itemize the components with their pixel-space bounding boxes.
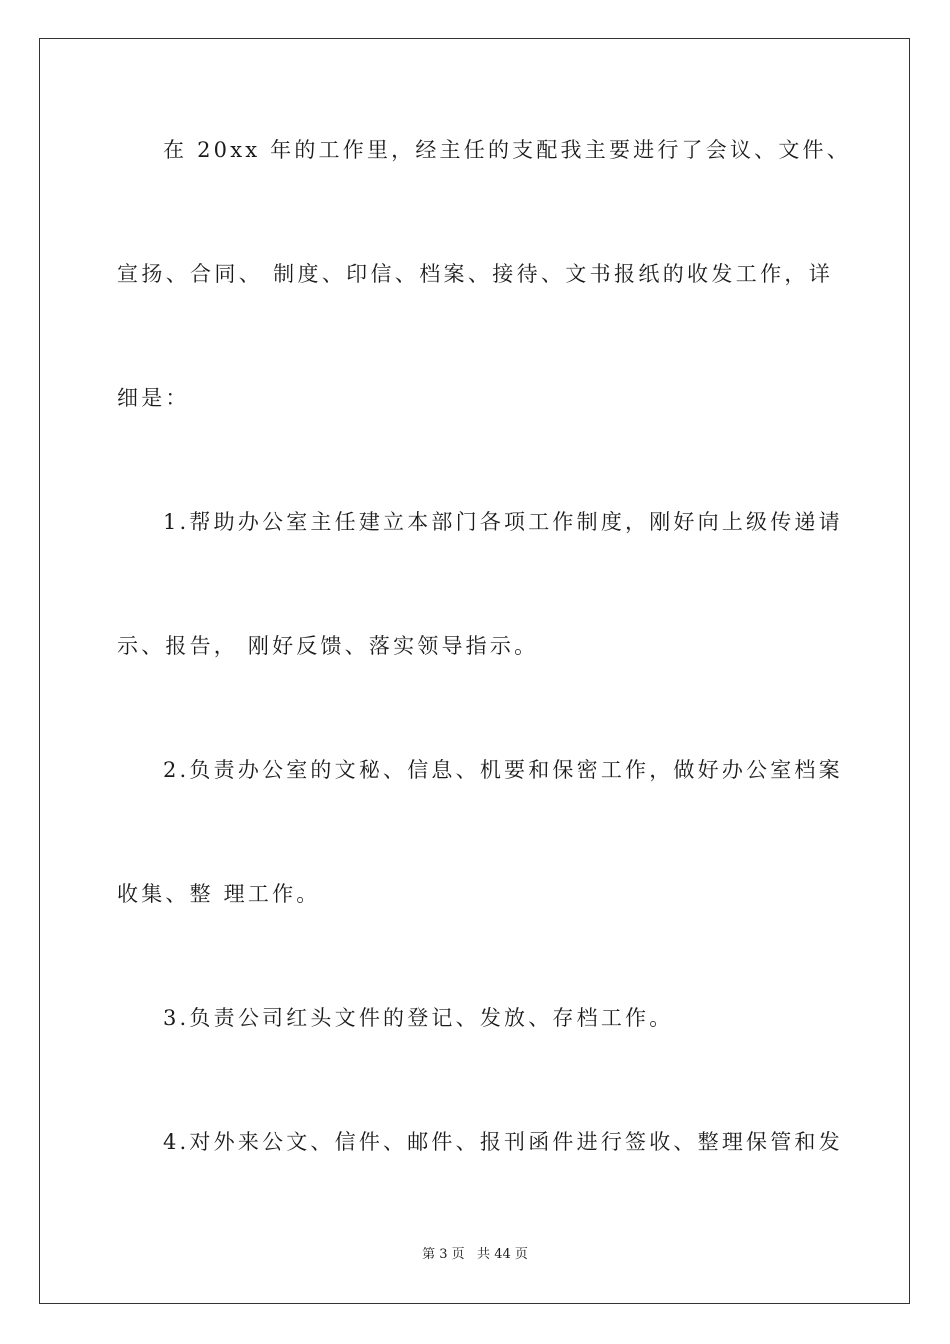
paragraph-line-3: 细是：: [117, 386, 190, 410]
list-item-1-line-1: 1.帮助办公室主任建立本部门各项工作制度，刚好向上级传递请: [163, 510, 843, 534]
list-item-3-line-1: 3.负责公司红头文件的登记、发放、存档工作。: [163, 1006, 674, 1030]
paragraph-line-2: 宣扬、合同、 制度、印信、档案、接待、文书报纸的收发工作，详: [117, 262, 833, 286]
paragraph-line-1: 在 20xx 年的工作里，经主任的支配我主要进行了会议、文件、: [163, 138, 851, 162]
page-border: [39, 38, 910, 1304]
list-item-2-line-1: 2.负责办公室的文秘、信息、机要和保密工作，做好办公室档案: [163, 758, 843, 782]
page-number-footer: 第 3 页 共 44 页: [422, 1247, 528, 1262]
list-item-2-line-2: 收集、整 理工作。: [117, 882, 321, 906]
list-item-1-line-2: 示、报告， 刚好反馈、落实领导指示。: [117, 634, 539, 658]
list-item-4-line-1: 4.对外来公文、信件、邮件、报刊函件进行签收、整理保管和发: [163, 1130, 843, 1154]
